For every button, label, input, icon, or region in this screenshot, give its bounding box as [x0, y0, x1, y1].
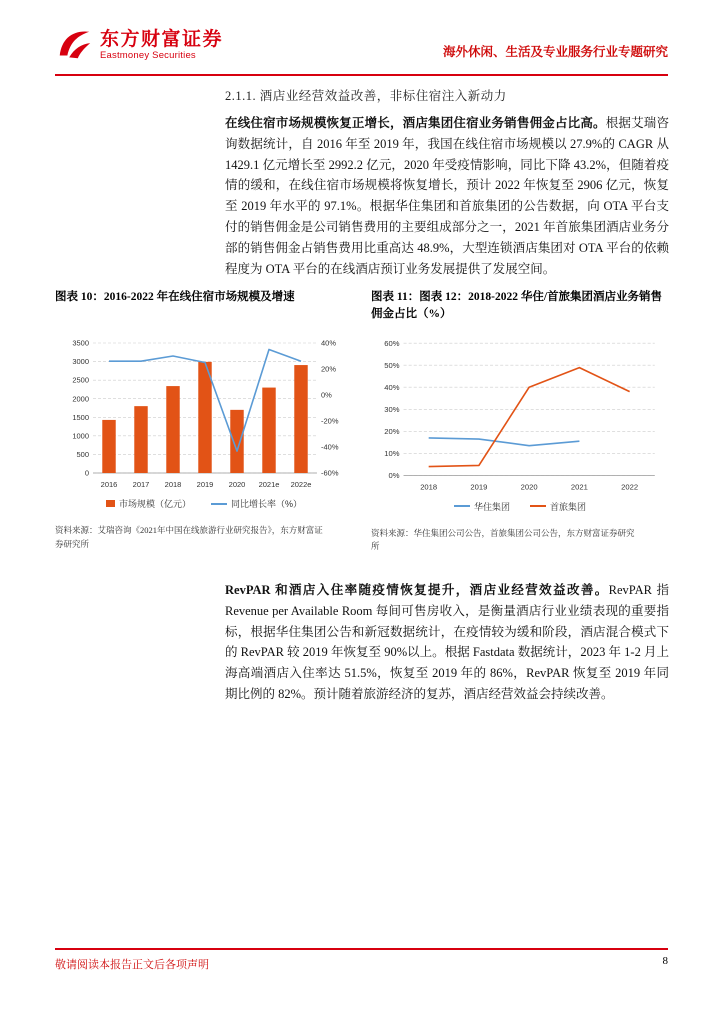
- legend-swatch-line: [454, 505, 470, 507]
- figure-10-source: 资料来源：艾瑞咨询《2021年中国在线旅游行业研究报告》，东方财富证券研究所: [55, 525, 323, 549]
- report-title: 海外休闲、生活及专业服务行业专题研究: [442, 45, 668, 59]
- svg-text:2016: 2016: [100, 480, 118, 489]
- paragraph-lead: 在线住宿市场规模恢复正增长，酒店集团住宿业务销售佣金占比高。: [225, 116, 606, 130]
- svg-text:0%: 0%: [388, 471, 400, 481]
- figure-11-caption: 图表 11：图表 12：2018-2022 华住/首旅集团酒店业务销售佣金占比（%）: [371, 291, 663, 321]
- svg-text:2017: 2017: [132, 480, 150, 489]
- logo-cn: 东方财富证券: [100, 28, 224, 50]
- paragraph-online-accommodation: [225, 113, 669, 279]
- svg-text:50%: 50%: [384, 360, 400, 370]
- svg-text:2022e: 2022e: [290, 480, 312, 489]
- svg-text:40%: 40%: [384, 382, 400, 392]
- svg-text:-40%: -40%: [321, 442, 339, 452]
- figure-10: [55, 289, 353, 554]
- page-number: 8: [662, 955, 668, 967]
- footer-rule: [55, 948, 668, 950]
- legend-item-shoulv: [530, 500, 586, 513]
- logo-en: Eastmoney Securities: [100, 50, 196, 62]
- svg-text:0: 0: [84, 468, 89, 478]
- svg-text:60%: 60%: [384, 338, 400, 348]
- svg-text:-60%: -60%: [321, 468, 339, 478]
- legend-item-huazhu: [454, 500, 510, 513]
- chart10-legend: [55, 497, 353, 510]
- svg-text:20%: 20%: [321, 364, 337, 374]
- svg-text:1500: 1500: [72, 412, 89, 422]
- chart11-legend: [371, 500, 669, 513]
- commission-ratio-chart: [371, 333, 669, 496]
- svg-text:500: 500: [76, 450, 89, 460]
- figure-10-caption: 图表 10：2016-2022 年在线住宿市场规模及增速: [55, 291, 295, 303]
- svg-text:2021: 2021: [570, 482, 588, 492]
- paragraph-lead: RevPAR 和酒店入住率随疫情恢复提升，酒店业经营效益改善。: [225, 583, 609, 597]
- legend-item-market-size: [106, 497, 191, 510]
- figures-row: [55, 289, 669, 554]
- svg-text:40%: 40%: [321, 338, 337, 348]
- svg-text:2020: 2020: [520, 482, 538, 492]
- legend-swatch-bar: [106, 500, 115, 507]
- svg-text:10%: 10%: [384, 448, 400, 458]
- svg-text:2020: 2020: [228, 480, 246, 489]
- figure-11-source: 资料来源：华住集团公司公告，首旅集团公司公告，东方财富证券研究所: [371, 527, 635, 552]
- svg-text:2019: 2019: [196, 480, 214, 489]
- svg-text:-20%: -20%: [321, 416, 339, 426]
- svg-text:20%: 20%: [384, 426, 400, 436]
- legend-label: 华住集团: [473, 501, 510, 512]
- header-rule: [55, 74, 668, 76]
- figure-11: [371, 289, 669, 554]
- svg-text:2018: 2018: [164, 480, 182, 489]
- svg-text:2022: 2022: [621, 482, 639, 492]
- svg-text:1000: 1000: [72, 431, 89, 441]
- eastmoney-logo: [55, 26, 223, 64]
- svg-text:2019: 2019: [470, 482, 488, 492]
- svg-text:30%: 30%: [384, 404, 400, 414]
- section-heading: 2.1.1. 酒店业经营效益改善，非标住宿注入新动力: [225, 89, 507, 103]
- footer-disclaimer: 敬请阅读本报告正文后各项声明: [55, 959, 209, 971]
- logo-text: [100, 29, 223, 62]
- eastmoney-logo-icon: [55, 26, 93, 64]
- svg-text:2000: 2000: [72, 394, 89, 404]
- svg-text:3500: 3500: [72, 338, 89, 348]
- legend-swatch-line: [530, 505, 546, 507]
- market-size-growth-chart: [55, 333, 353, 493]
- paragraph-body: 根据艾瑞咨询数据统计，自 2016 年至 2019 年，我国在线住宿市场规模以 27.9%的 CAGR 从 1429.1 亿元增长至 2992.2 亿元，2020 年受疫情影响，同比下降 43.2%，但随着疫情的缓和，在线住宿市场规模将恢复增长，预计 2022 年恢复至 2906 亿元，恢复至 2019 年水平的 97.1%。根据华住集团和首旅集团的公告数据，向 OTA 平台支付的销售佣金是公司销售费用的主要组成部分之一，2021 年首旅集团酒店业务分部的销售佣金占销售费用比重高达 48.9%，大型连锁酒店集团对 OTA 平台的依赖程度为 OTA 平台的在线酒店预订业务发展提供了发展空间。: [225, 116, 669, 276]
- paragraph-revpar: [225, 580, 669, 705]
- paragraph-body: RevPAR 指 Revenue per Available Room 每间可售房收入，是衡量酒店行业业绩表现的重要指标，根据华住集团公告和新冠数据统计，在疫情较为缓和阶段，酒店混合模式下的 RevPAR 较 2019 年恢复至 90%以上。根据 Fastdata 数据统计，2023 年 1-2 月上海高端酒店入住率达 51.5%，恢复至 2019 年的 86%，RevPAR 恢复至 2019 年同期比例的 82%。预计随着旅游经济的复苏，酒店经营效益会持续改善。: [225, 583, 669, 701]
- legend-label: 市场规模（亿元）: [118, 499, 191, 509]
- legend-swatch-line: [211, 503, 227, 505]
- svg-text:2018: 2018: [420, 482, 438, 492]
- legend-label: 同比增长率（%）: [231, 499, 303, 509]
- svg-text:2500: 2500: [72, 375, 89, 385]
- svg-text:0%: 0%: [321, 390, 332, 400]
- legend-label: 首旅集团: [550, 501, 587, 512]
- svg-text:2021e: 2021e: [258, 480, 280, 489]
- legend-item-growth-rate: [211, 497, 302, 510]
- svg-text:3000: 3000: [72, 357, 89, 367]
